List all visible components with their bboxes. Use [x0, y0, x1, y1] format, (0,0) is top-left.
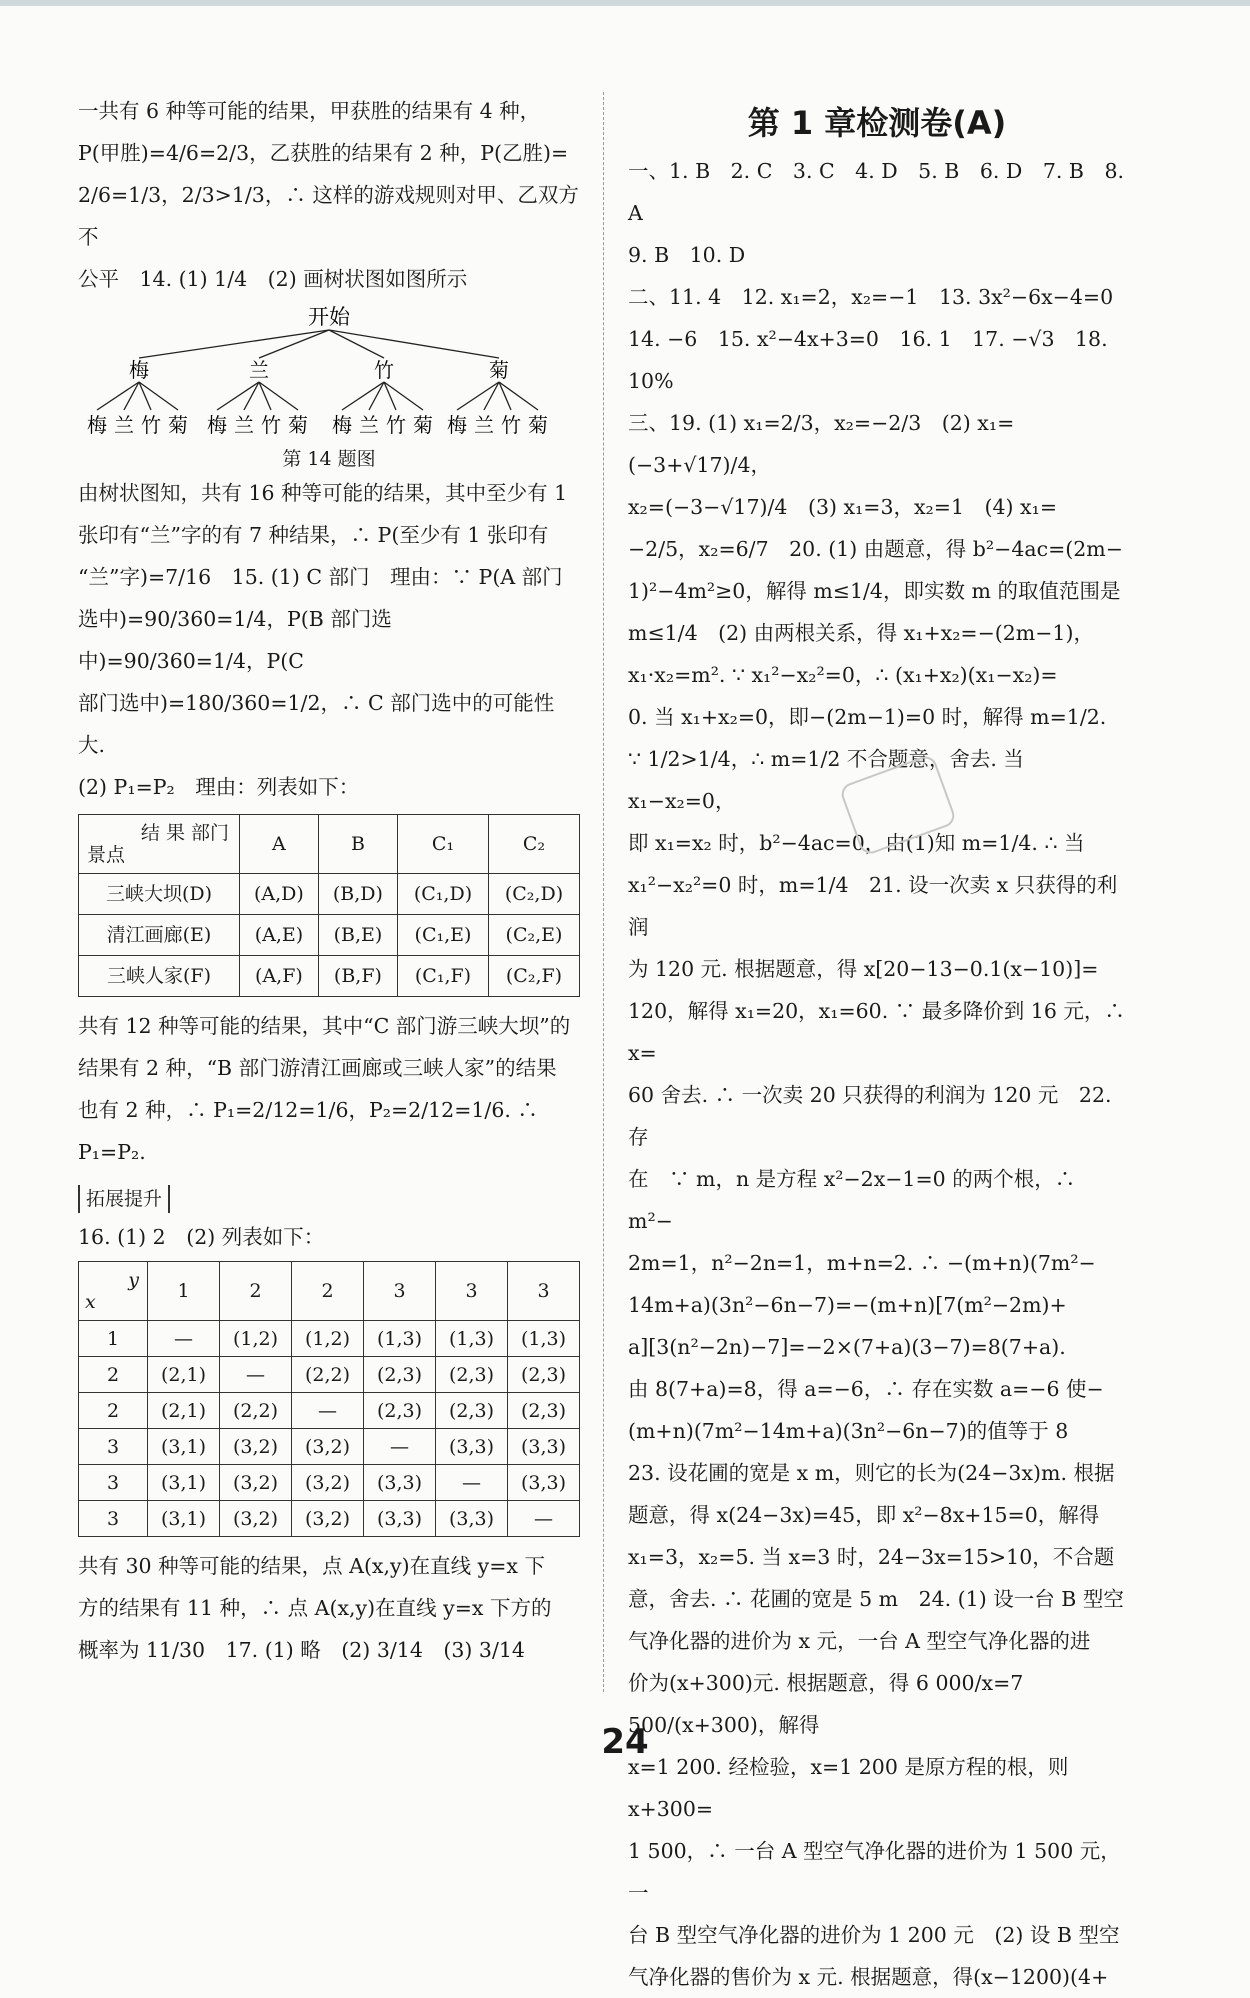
tree-leaf: 竹	[386, 413, 406, 437]
column-header: C₁	[398, 815, 489, 874]
text-line: 16. (1) 2 (2) 列表如下：	[78, 1225, 325, 1249]
table-cell: —	[508, 1501, 580, 1537]
table-cell: (3,3)	[436, 1501, 508, 1537]
table-cell: (C₁,E)	[398, 915, 489, 956]
table-cell: (2,3)	[508, 1393, 580, 1429]
row-label: 1	[79, 1321, 148, 1357]
tree-leaf: 梅	[207, 413, 227, 437]
text-line: 结果有 2 种，“B 部门游清江画廊或三峡人家”的结果	[78, 1056, 557, 1080]
table-cell: (3,3)	[508, 1465, 580, 1501]
tree-node: 兰	[249, 358, 269, 382]
table-cell: (B,D)	[318, 874, 397, 915]
table-cell: (C₂,D)	[488, 874, 579, 915]
text-line: 气净化器的进价为 x 元，一台 A 型空气净化器的进	[628, 1629, 1091, 1653]
text-line: a][3(n²−2n)−7]=−2×(7+a)(3−7)=8(7+a).	[628, 1335, 1066, 1359]
corner-x: x	[85, 1291, 96, 1313]
column-header: B	[318, 815, 397, 874]
outcome-table-1	[78, 814, 580, 997]
text-line: 气净化器的售价为 x 元. 根据题意，得(x−1200)(4+	[628, 1965, 1109, 1989]
text-line: 14. −6 15. x²−4x+3=0 16. 1 17. −√3 18. 10%	[628, 327, 1108, 393]
table-row	[79, 956, 580, 997]
tree-leaf: 菊	[168, 413, 188, 437]
table-cell: (3,2)	[220, 1429, 292, 1465]
text-line: 也有 2 种，∴ P₁=2/12=1/6，P₂=2/12=1/6. ∴ P₁=P₂.	[78, 1098, 538, 1164]
tree-leaf: 菊	[528, 413, 548, 437]
table-cell: (A,D)	[240, 874, 319, 915]
row-label: 2	[79, 1357, 148, 1393]
table-cell: (3,2)	[292, 1465, 364, 1501]
text-line: 14m+a)(3n²−6n−7)=−(m+n)[7(m²−2m)+	[628, 1293, 1067, 1317]
table-row	[79, 1357, 580, 1393]
text-line: “兰”字)=7/16 15. (1) C 部门 理由：∵ P(A 部门	[78, 565, 563, 589]
tree-leaf: 菊	[288, 413, 308, 437]
column-header: 3	[436, 1262, 508, 1321]
text-line: 由 8(7+a)=8，得 a=−6，∴ 存在实数 a=−6 使−	[628, 1377, 1104, 1401]
table-row	[79, 1429, 580, 1465]
table-cell: —	[220, 1357, 292, 1393]
table-cell: (3,2)	[292, 1501, 364, 1537]
row-label: 三峡大坝(D)	[79, 874, 240, 915]
text-line: 三、19. (1) x₁=2/3，x₂=−2/3 (2) x₁=(−3+√17)/4，	[628, 411, 1015, 477]
tree-leaf: 梅	[332, 413, 352, 437]
corner-y: y	[128, 1269, 139, 1291]
table-cell: (3,3)	[436, 1429, 508, 1465]
page-number: 24	[601, 1722, 649, 1762]
text-line: 价为(x+300)元. 根据题意，得 6 000/x=7 500/(x+300)，解得	[628, 1671, 1024, 1737]
text-line: 张印有“兰”字的有 7 种结果，∴ P(至少有 1 张印有	[78, 523, 549, 547]
table-row	[79, 874, 580, 915]
table-row	[79, 1501, 580, 1537]
tree-leaf: 兰	[234, 413, 254, 437]
table-row	[79, 1321, 580, 1357]
text-line: 共有 30 种等可能的结果，点 A(x,y)在直线 y=x 下	[78, 1554, 545, 1578]
text-line: 共有 12 种等可能的结果，其中“C 部门游三峡大坝”的	[78, 1014, 571, 1038]
table-cell: (1,3)	[508, 1321, 580, 1357]
text-line: 120，解得 x₁=20，x₁=60. ∵ 最多降价到 16 元，∴ x=	[628, 999, 1125, 1065]
text-line: 23. 设花圃的宽是 x m，则它的长为(24−3x)m. 根据	[628, 1461, 1115, 1485]
text-line: x=1 200. 经检验，x=1 200 是原方程的根，则 x+300=	[628, 1755, 1069, 1821]
table-cell: —	[292, 1393, 364, 1429]
text-line: 2/6=1/3，2/3>1/3，∴ 这样的游戏规则对甲、乙双方不	[78, 183, 579, 249]
text-line: 由树状图知，共有 16 种等可能的结果，其中至少有 1	[78, 481, 568, 505]
text-line: 在 ∵ m，n 是方程 x²−2x−1=0 的两个根，∴ m²−	[628, 1167, 1076, 1233]
text-line: 1)²−4m²≥0，解得 m≤1/4，即实数 m 的取值范围是	[628, 579, 1121, 603]
text-line: 0. 当 x₁+x₂=0，即−(2m−1)=0 时，解得 m=1/2.	[628, 705, 1107, 729]
table-cell: (1,2)	[292, 1321, 364, 1357]
table-cell: (3,1)	[148, 1465, 220, 1501]
text-line: x₁=3，x₂=5. 当 x=3 时，24−3x=15>10，不合题	[628, 1545, 1115, 1569]
table-cell: (2,3)	[364, 1393, 436, 1429]
table-cell: (3,2)	[220, 1501, 292, 1537]
column-header: 3	[364, 1262, 436, 1321]
text-line: 即 x₁=x₂ 时，b²−4ac=0，由(1)知 m=1/4. ∴ 当	[628, 831, 1085, 855]
table-cell: (3,3)	[364, 1465, 436, 1501]
text-line: 9. B 10. D	[628, 243, 746, 267]
tree-leaf: 竹	[141, 413, 161, 437]
table-cell: (B,E)	[318, 915, 397, 956]
table-cell: (C₂,F)	[488, 956, 579, 997]
outcome-table-2	[78, 1261, 580, 1537]
table-cell: (1,3)	[364, 1321, 436, 1357]
text-line: 一共有 6 种等可能的结果，甲获胜的结果有 4 种，	[78, 99, 541, 123]
tree-leaf: 梅	[87, 413, 107, 437]
row-label: 3	[79, 1465, 148, 1501]
table-cell: (2,3)	[436, 1357, 508, 1393]
column-divider	[603, 92, 604, 1692]
tree-node: 菊	[489, 358, 509, 382]
table-row	[79, 915, 580, 956]
table-cell: (2,1)	[148, 1393, 220, 1429]
column-header: C₂	[488, 815, 579, 874]
text-line: 公平 14. (1) 1/4 (2) 画树状图如图所示	[78, 267, 468, 291]
tree-node: 梅	[129, 358, 149, 382]
tree-node: 竹	[374, 358, 394, 382]
column-header: 3	[508, 1262, 580, 1321]
table-corner	[79, 1262, 148, 1321]
tree-diagram	[79, 304, 579, 444]
tree-leaf: 竹	[501, 413, 521, 437]
corner-bottom: 景点	[87, 844, 126, 866]
row-label: 3	[79, 1429, 148, 1465]
text-line: 60 舍去. ∴ 一次卖 20 只获得的利润为 120 元 22. 存	[628, 1083, 1112, 1149]
table-cell: (2,1)	[148, 1357, 220, 1393]
row-label: 清江画廊(E)	[79, 915, 240, 956]
column-header: 2	[220, 1262, 292, 1321]
row-label: 3	[79, 1501, 148, 1537]
section-tag: 拓展提升	[78, 1185, 170, 1213]
text-line: x₁²−x₂²=0 时，m=1/4 21. 设一次卖 x 只获得的利润	[628, 873, 1118, 939]
right-column	[628, 90, 1126, 1998]
tree-leaf: 梅	[447, 413, 467, 437]
text-line: 二、11. 4 12. x₁=2，x₂=−1 13. 3x²−6x−4=0	[628, 285, 1114, 309]
text-line: x₁·x₂=m². ∵ x₁²−x₂²=0，∴ (x₁+x₂)(x₁−x₂)=	[628, 663, 1058, 687]
tree-leaf: 兰	[359, 413, 379, 437]
table-cell: (A,E)	[240, 915, 319, 956]
row-label: 2	[79, 1393, 148, 1429]
text-line: 概率为 11/30 17. (1) 略 (2) 3/14 (3) 3/14	[78, 1638, 525, 1662]
text-line: x₂=(−3−√17)/4 (3) x₁=3，x₂=1 (4) x₁=	[628, 495, 1058, 519]
column-header: A	[240, 815, 319, 874]
column-header: 1	[148, 1262, 220, 1321]
text-line: 选中)=90/360=1/4，P(B 部门选中)=90/360=1/4，P(C	[78, 607, 392, 673]
text-line: (2) P₁=P₂ 理由：列表如下：	[78, 775, 360, 799]
column-header: 2	[292, 1262, 364, 1321]
table-cell: (3,2)	[292, 1429, 364, 1465]
table-cell: (C₁,F)	[398, 956, 489, 997]
table-cell: (2,3)	[436, 1393, 508, 1429]
table-cell: (1,2)	[220, 1321, 292, 1357]
row-label: 三峡人家(F)	[79, 956, 240, 997]
corner-top: 结 果 部门	[140, 822, 229, 844]
text-line: 题意，得 x(24−3x)=45，即 x²−8x+15=0，解得	[628, 1503, 1100, 1527]
text-line: 部门选中)=180/360=1/2，∴ C 部门选中的可能性大.	[78, 691, 555, 757]
text-line: 意，舍去. ∴ 花圃的宽是 5 m 24. (1) 设一台 B 型空	[628, 1587, 1124, 1611]
text-line: 一、1. B 2. C 3. C 4. D 5. B 6. D 7. B 8. A	[628, 159, 1125, 225]
table-cell: —	[148, 1321, 220, 1357]
text-line: −2/5，x₂=6/7 20. (1) 由题意，得 b²−4ac=(2m−	[628, 537, 1123, 561]
tree-leaf: 兰	[474, 413, 494, 437]
top-edge	[0, 0, 1250, 6]
text-line: 方的结果有 11 种，∴ 点 A(x,y)在直线 y=x 下方的	[78, 1596, 552, 1620]
table-corner	[79, 815, 240, 874]
section-title: 第 1 章检测卷(A)	[747, 104, 1007, 142]
table-cell: (C₁,D)	[398, 874, 489, 915]
table-cell: —	[436, 1465, 508, 1501]
text-line: 2m=1，n²−2n=1，m+n=2. ∴ −(m+n)(7m²−	[628, 1251, 1096, 1275]
table-cell: (B,F)	[318, 956, 397, 997]
table-cell: (3,3)	[508, 1429, 580, 1465]
tree-leaf: 兰	[114, 413, 134, 437]
table-row	[79, 1465, 580, 1501]
text-line: (m+n)(7m²−14m+a)(3n²−6n−7)的值等于 8	[628, 1419, 1069, 1443]
table-cell: (A,F)	[240, 956, 319, 997]
table-cell: —	[364, 1429, 436, 1465]
table-row	[79, 1393, 580, 1429]
tree-leaf: 菊	[413, 413, 433, 437]
table-cell: (2,3)	[508, 1357, 580, 1393]
figure-caption: 第 14 题图	[282, 448, 376, 470]
tree-leaf: 竹	[261, 413, 281, 437]
text-line: 1 500，∴ 一台 A 型空气净化器的进价为 1 500 元，一	[628, 1839, 1121, 1905]
text-line: 台 B 型空气净化器的进价为 1 200 元 (2) 设 B 型空	[628, 1923, 1120, 1947]
text-line: m≤1/4 (2) 由两根关系，得 x₁+x₂=−(2m−1)，	[628, 621, 1094, 645]
text-line: P(甲胜)=4/6=2/3，乙获胜的结果有 2 种，P(乙胜)=	[78, 141, 569, 165]
left-column	[78, 90, 580, 1671]
table-cell: (1,3)	[436, 1321, 508, 1357]
table-cell: (3,3)	[364, 1501, 436, 1537]
text-line: ∵ 1/2>1/4，∴ m=1/2 不合题意，舍去. 当 x₁−x₂=0，	[628, 747, 1024, 813]
table-cell: (3,2)	[220, 1465, 292, 1501]
table-cell: (2,2)	[220, 1393, 292, 1429]
table-cell: (3,1)	[148, 1501, 220, 1537]
table-cell: (3,1)	[148, 1429, 220, 1465]
text-line: 为 120 元. 根据题意，得 x[20−13−0.1(x−10)]=	[628, 957, 1099, 981]
tree-root: 开始	[308, 305, 350, 329]
table-cell: (2,3)	[364, 1357, 436, 1393]
table-cell: (2,2)	[292, 1357, 364, 1393]
table-cell: (C₂,E)	[488, 915, 579, 956]
